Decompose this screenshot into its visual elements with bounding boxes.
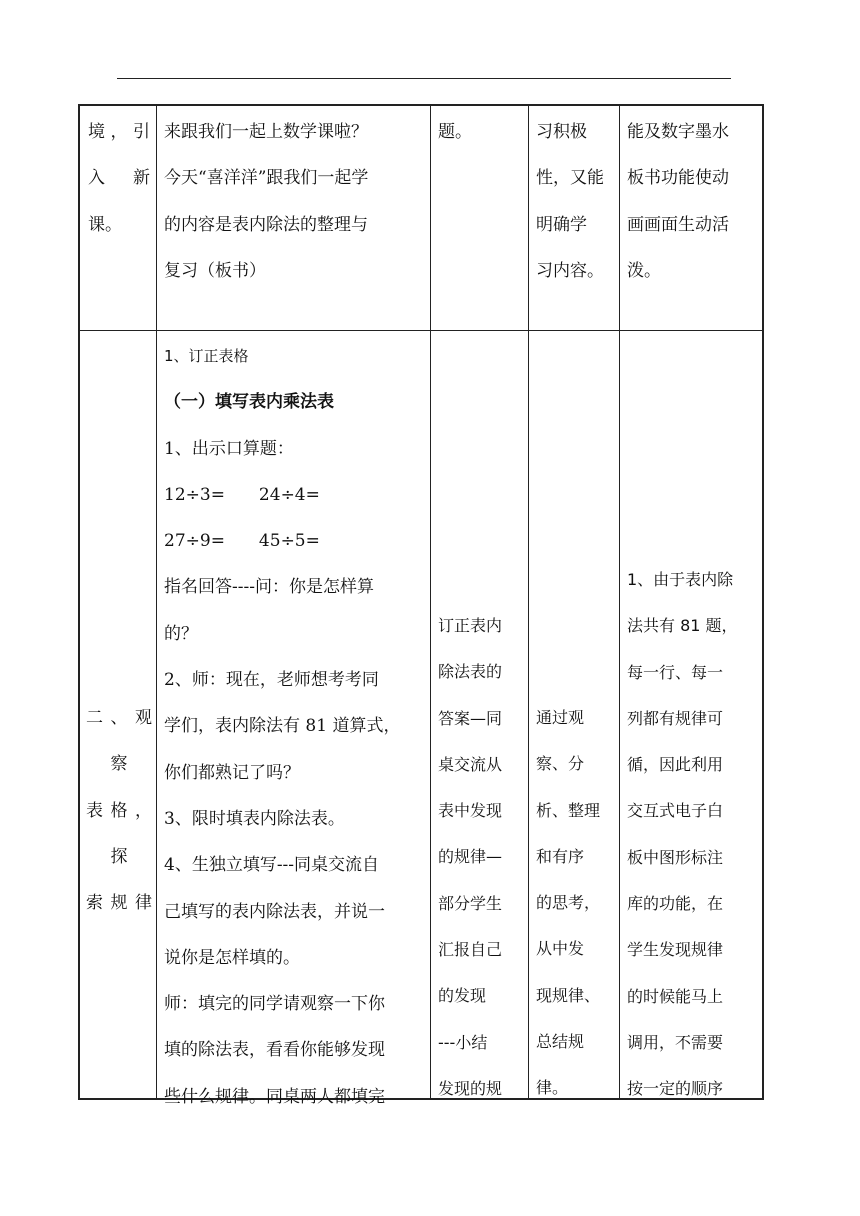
- text-line: 和有序: [536, 846, 585, 866]
- text-line: 律。: [536, 1078, 569, 1098]
- text-line: 些什么规律。同桌两人都填完: [164, 1086, 385, 1107]
- text-line: 2、师：现在，老师想考考同: [164, 670, 379, 691]
- text-line: 二、观: [86, 708, 152, 728]
- text-line: 师：填完的同学请观察一下你: [164, 994, 385, 1015]
- text-line: 明确学: [536, 214, 587, 235]
- text-line: 的发现: [438, 986, 487, 1006]
- text-line: 探: [110, 846, 128, 867]
- text-line: 27÷9= 45÷5=: [164, 531, 320, 552]
- row1-media-cell: [627, 109, 761, 294]
- text-line: 3、限时填表内除法表。: [164, 808, 345, 829]
- text-line: 1、订正表格: [164, 347, 249, 365]
- text-line: 除法表的: [438, 662, 503, 682]
- row2-student-cell: [438, 603, 526, 1112]
- row1-intent-cell: [536, 109, 618, 294]
- text-line: 索规律: [86, 893, 152, 914]
- row1-stage-cell: [88, 109, 150, 248]
- text-line: 从中发: [536, 939, 585, 959]
- text-line: 的内容是表内除法的整理与: [164, 214, 368, 235]
- text-line: 12÷3= 24÷4=: [164, 484, 320, 505]
- text-line: 1、由于表内除: [627, 570, 734, 589]
- text-line: 板中图形标注: [627, 847, 724, 867]
- text-line: 察: [110, 754, 128, 775]
- text-line: 察、分: [536, 754, 585, 774]
- row2-media-cell: [627, 557, 761, 1113]
- text-line: 表中发现: [438, 801, 503, 821]
- text-line: 按一定的顺序: [627, 1079, 724, 1099]
- text-line: 法共有 81 题，: [627, 616, 738, 636]
- text-line: 说你是怎样填的。: [164, 947, 300, 968]
- text-line: 入 新: [88, 168, 150, 189]
- text-line: 的规律—: [438, 847, 503, 867]
- text-line: 学生发现规律: [627, 940, 724, 960]
- text-line: 4、生独立填写---同桌交流自: [164, 855, 380, 876]
- text-line: 汇报自己: [438, 940, 503, 960]
- text-line: 你们都熟记了吗？: [164, 762, 300, 783]
- header-rule: [117, 78, 731, 79]
- text-line: 今天“喜洋洋”跟我们一起学: [164, 168, 369, 189]
- row1-activity-cell: [164, 109, 426, 294]
- text-line: 来跟我们一起上数学课啦？: [164, 122, 368, 142]
- text-line: 表格，: [86, 800, 152, 821]
- text-line: 循，因此利用: [627, 755, 724, 775]
- text-line: 课。: [88, 214, 122, 235]
- column-divider: [156, 106, 157, 1098]
- text-line: 学们，表内除法有 81 道算式，: [164, 716, 401, 737]
- text-line: 习内容。: [536, 260, 604, 281]
- text-line: 复习（板书）: [164, 260, 266, 281]
- text-line: 1、出示口算题：: [164, 438, 294, 459]
- row1-student-cell: [438, 109, 526, 155]
- text-line: 指名回答----问：你是怎样算: [164, 577, 374, 598]
- text-line: 境，引: [88, 122, 150, 142]
- text-line: 能及数字墨水: [627, 122, 729, 142]
- text-line: 泼。: [627, 260, 661, 281]
- section-heading: （一）填写表内乘法表: [164, 392, 334, 413]
- text-line: 每一行、每一: [627, 662, 724, 682]
- text-line: 总结规: [536, 1032, 585, 1052]
- text-line: 的时候能马上: [627, 986, 724, 1006]
- row2-intent-cell: [536, 695, 618, 1112]
- row2-stage-cell: [86, 695, 152, 926]
- row-divider: [80, 330, 762, 331]
- text-line: 交互式电子白: [627, 801, 724, 821]
- text-line: 部分学生: [438, 893, 503, 913]
- text-line: 己填写的表内除法表，并说一: [164, 901, 385, 922]
- text-line: 列都有规律可: [627, 708, 724, 728]
- column-divider: [528, 106, 529, 1098]
- column-divider: [430, 106, 431, 1098]
- lesson-plan-table: [78, 104, 764, 1107]
- text-line: 画画面生动活: [627, 214, 729, 235]
- row2-activity-cell: [164, 333, 428, 1120]
- text-line: 订正表内: [438, 616, 503, 635]
- text-line: 库的功能，在: [627, 894, 724, 914]
- text-line: 析、整理: [536, 800, 601, 820]
- text-line: 板书功能使动: [627, 168, 729, 189]
- text-line: 题。: [438, 122, 472, 142]
- column-divider: [619, 106, 620, 1098]
- text-line: 现规律、: [536, 985, 601, 1005]
- text-line: 习积极: [536, 122, 587, 142]
- text-line: 通过观: [536, 708, 585, 727]
- text-line: 答案—同: [438, 708, 503, 728]
- text-line: 性，又能: [536, 168, 604, 189]
- text-line: 发现的规: [438, 1078, 503, 1098]
- text-line: 桌交流从: [438, 754, 503, 774]
- text-line: 填的除法表，看看你能够发现: [164, 1040, 385, 1061]
- text-line: 的？: [164, 623, 198, 644]
- text-line: ---小结: [438, 1032, 488, 1052]
- text-line: 的思考，: [536, 893, 601, 913]
- text-line: 调用，不需要: [627, 1032, 724, 1052]
